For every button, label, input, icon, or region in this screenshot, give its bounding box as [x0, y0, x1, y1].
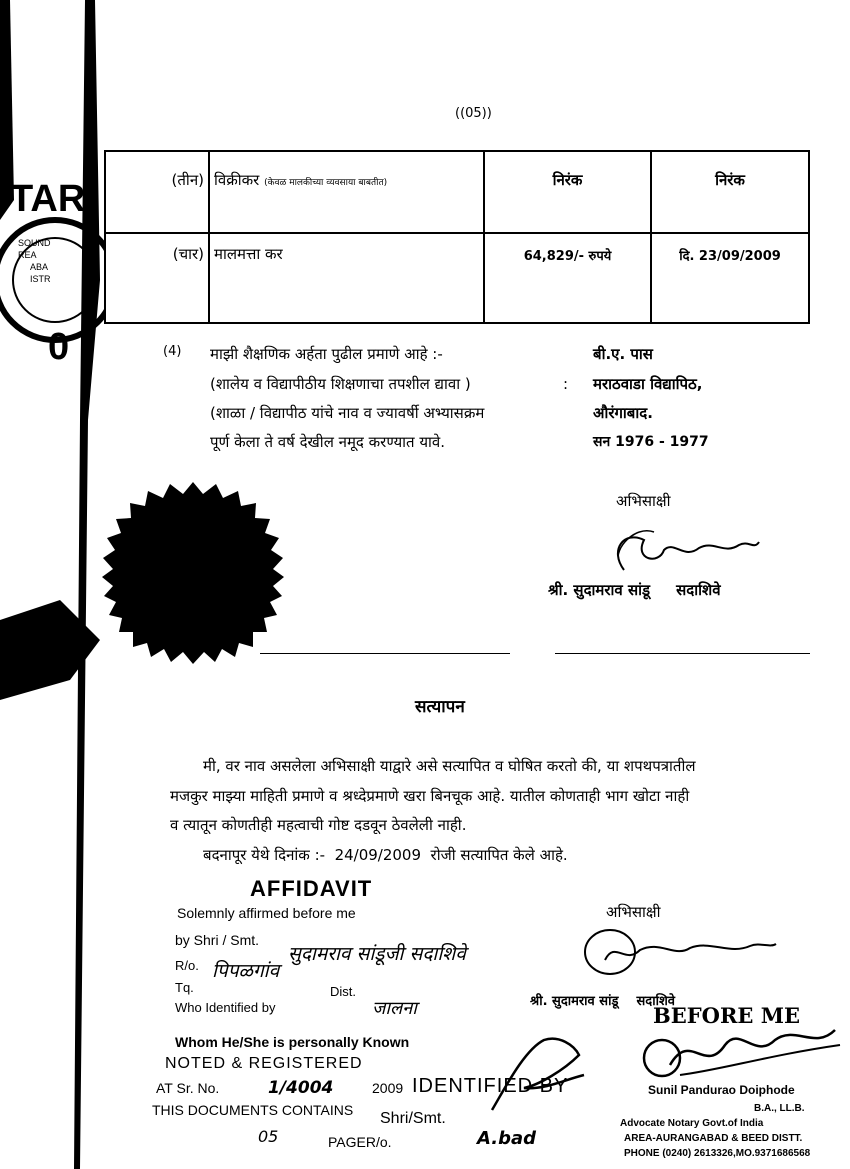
signatory-label: अभिसाक्षी — [606, 903, 661, 921]
noted-line: PAGER/o. — [328, 1134, 392, 1150]
left-stamp-fragment: TAR — [10, 178, 86, 220]
handwritten-village: पिपळगांव — [212, 960, 280, 982]
table-row — [105, 151, 809, 233]
notary-line: Advocate Notary Govt.of India — [620, 1118, 764, 1129]
education-colon: : — [563, 375, 569, 393]
tax-table — [104, 150, 810, 324]
row-item — [209, 151, 484, 233]
education-value: सन 1976 - 1977 — [593, 434, 709, 450]
page-number: ((05)) — [455, 106, 492, 121]
page-count: 05 — [258, 1127, 279, 1146]
item-label: मालमत्ता कर — [214, 245, 283, 263]
row-number: (चार) — [105, 233, 209, 323]
signature-mark — [484, 1030, 594, 1120]
education-value: बी.ए. पास — [593, 345, 653, 363]
row-item — [209, 233, 484, 323]
signatory-name: श्री. सुदामराव सांडू सदाशिवे — [530, 994, 676, 1009]
left-edge-scan-shadow — [0, 0, 105, 1169]
education-number: (4) — [163, 344, 182, 359]
notary-line: PHONE (0240) 2613326,MO.9371686568 — [624, 1148, 811, 1159]
row-date: निरंक — [651, 151, 809, 233]
signature-mark — [580, 920, 780, 980]
affidavit-line: Solemnly affirmed before me — [177, 905, 356, 921]
notary-line: AREA-AURANGABAD & BEED DISTT. — [624, 1133, 803, 1144]
handwritten-district: जालना — [372, 998, 417, 1019]
handwritten-name: सुदामराव सांडूजी सदाशिवे — [288, 943, 466, 965]
verification-place-date: बदनापूर येथे दिनांक :- 24/09/2009 रोजी सत्यापित केले आहे. — [203, 846, 568, 864]
left-stamp-fragment: ABA — [30, 262, 49, 272]
signatory-name: श्री. सुदामराव सांडू सदाशिवे — [548, 581, 721, 599]
affidavit-line: Dist. — [330, 984, 356, 999]
row-date: दि. 23/09/2009 — [651, 233, 809, 323]
affidavit-title: AFFIDAVIT — [250, 876, 373, 901]
row-number: (तीन) — [105, 151, 209, 233]
affidavit-line: Who Identified by — [175, 1000, 276, 1015]
left-stamp-fragment: ISTR — [30, 274, 51, 284]
identified-by-label: IDENTIFIED BY — [412, 1075, 569, 1097]
left-stamp-fragment: 0 — [48, 326, 70, 368]
notary-name: Sunil Pandurao Doiphode — [648, 1083, 795, 1097]
verification-paragraph-line: व त्यातून कोणतीही महत्वाची गोष्ट दडवून ठेवलेली नाही. — [170, 816, 467, 834]
signature-mark — [604, 520, 764, 580]
left-stamp-fragment: SOUND — [18, 238, 51, 248]
item-label: विक्रीकर — [214, 171, 260, 189]
table-row — [105, 233, 809, 323]
noted-line: NOTED & REGISTERED — [165, 1055, 363, 1072]
serial-year: 2009 — [372, 1080, 404, 1096]
verification-paragraph-line: मजकुर माझ्या माहिती प्रमाणे व श्रध्देप्रमाणे खरा बिनचूक आहे. यातील कोणताही भाग खोटा नाही — [170, 787, 690, 805]
verification-paragraph-line: मी, वर नाव असलेला अभिसाक्षी याद्वारे असे सत्यापित व घोषित करतो की, या शपथपत्रातील — [203, 757, 696, 775]
verification-heading: सत्यापन — [415, 697, 465, 717]
affidavit-line: by Shri / Smt. — [175, 932, 260, 948]
left-stamp-fragment: REA — [18, 250, 37, 260]
divider — [555, 653, 810, 654]
education-value: मराठवाडा विद्यापिठ, — [593, 375, 703, 393]
education-line: पूर्ण केला ते वर्ष देखील नमूद करण्यात यावे. — [210, 433, 446, 451]
before-me-label: BEFORE ME — [653, 1003, 800, 1028]
notary-signature — [630, 1010, 850, 1090]
identified-prefix: Shri/Smt. — [380, 1110, 446, 1127]
row-amount: निरंक — [484, 151, 651, 233]
affidavit-line: Whom He/She is personally Known — [175, 1034, 410, 1050]
notary-seal — [98, 480, 288, 670]
item-note: (केवळ मालकीच्या व्यवसाया बाबतीत) — [264, 178, 388, 188]
education-line: (शाळा / विद्यापीठ यांचे नाव व ज्यावर्षी अभ्यासक्रम — [210, 404, 485, 422]
divider — [260, 653, 510, 654]
notary-degree: B.A., LL.B. — [754, 1103, 805, 1114]
affidavit-line: Tq. — [175, 980, 194, 995]
signatory-label: अभिसाक्षी — [616, 492, 671, 510]
row-amount: 64,829/- रुपये — [484, 233, 651, 323]
noted-line: THIS DOCUMENTS CONTAINS — [152, 1102, 354, 1118]
education-line: (शालेय व विद्यापीठीय शिक्षणाचा तपशील द्यावा ) — [210, 375, 471, 393]
noted-line: AT Sr. No. — [156, 1080, 220, 1096]
education-value: औरंगाबाद. — [593, 404, 653, 422]
affidavit-line: R/o. — [175, 958, 199, 973]
ro-value: A.bad — [477, 1128, 537, 1149]
education-line: माझी शैक्षणिक अर्हता पुढील प्रमाणे आहे :- — [210, 345, 443, 363]
serial-number: 1/4004 — [268, 1078, 334, 1098]
